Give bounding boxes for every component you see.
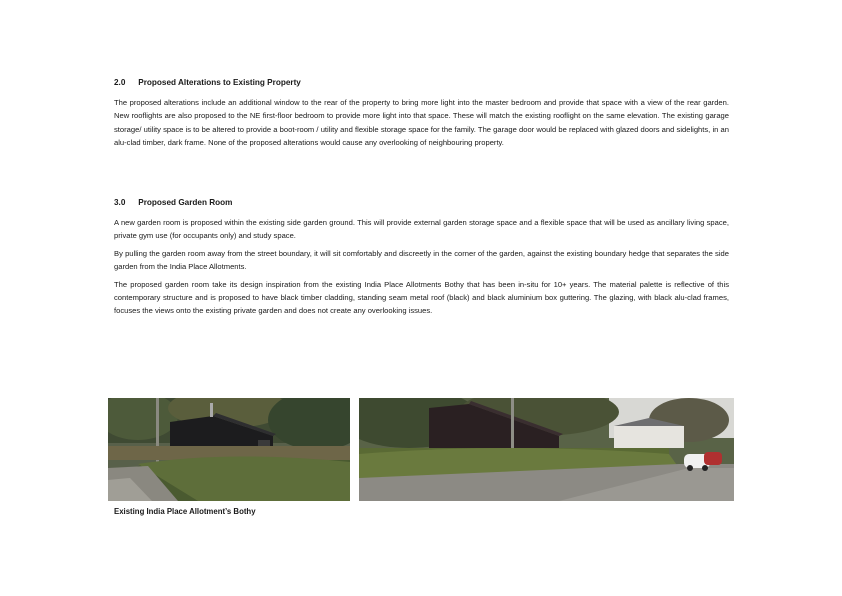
section-title: Proposed Garden Room [138,198,233,207]
paragraph: The proposed alterations include an additional window to the rear of the property to bring more light into the master bedroom and provide that space with a view of the rear garden. New rooflights are also proposed to the NE first-floor bedroom to provide more light into that space. These will match the existing rooflight on the same elevation. The existing garage storage/ utility space is to be altered to provide a boot-room / utility and flexible storage space for the family. The garage door would be replaced with glazed doors and sidelights, in an alu-clad timber, dark frame. None of the proposed alterations would cause any overlooking of neighbouring property. [114,98,729,148]
paragraph: By pulling the garden room away from the street boundary, it will sit comfortably and discreetly in the corner of the garden, against the existing boundary hedge that separates the side garden from the India Place Allotments. [114,248,729,272]
paragraph: A new garden room is proposed within the existing side garden ground. This will provide external garden storage space and a flexible space that will be used as ancillary living space, private gym use (for occupants only) and study space. [114,218,729,241]
section-heading [114,78,729,87]
section-proposed-alterations [114,78,729,154]
bothy-photo-left [108,398,350,501]
bothy-photo-right [359,398,734,501]
section-number: 3.0 [114,198,126,207]
bothy-photo-left-image [108,398,350,501]
paragraph: The proposed garden room take its design inspiration from the existing India Place Allotments Bothy that has been in-situ for 10+ years. The material palette is reflective of this contemporary structure and is proposed to have black timber cladding, standing seam metal roof (black) and black aluminium box guttering. The glazing, with black alu-clad frames, focuses the views onto the existing private garden and does not create any overlooking issues. [114,279,729,316]
section-heading [114,198,729,207]
section-proposed-garden-room [114,198,729,322]
section-title: Proposed Alterations to Existing Property [138,78,301,87]
photo-caption: Existing India Place Allotment’s Bothy [114,507,256,516]
bothy-photo-right-image [359,398,734,501]
section-number: 2.0 [114,78,126,87]
